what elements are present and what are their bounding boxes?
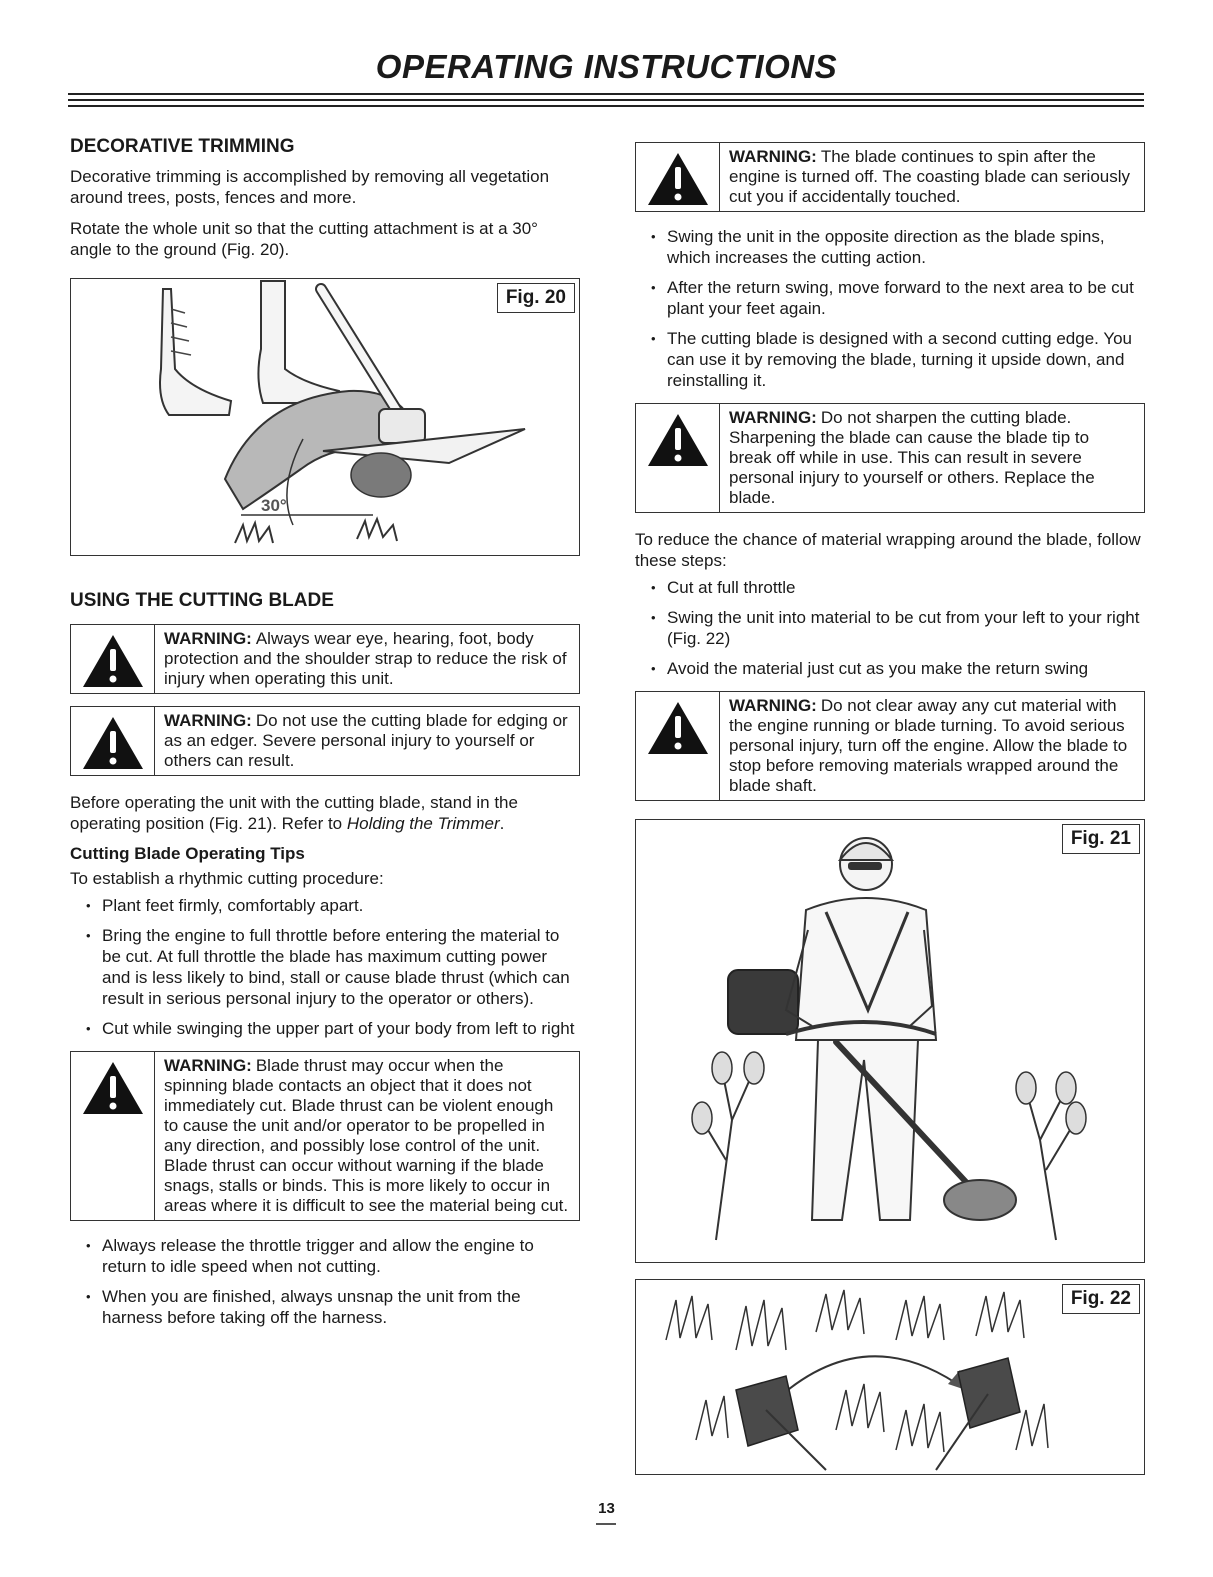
- warning-body: Do not sharpen the cutting blade. Sharpening the blade can cause the blade tip to break off while in use. This can result in severe personal injury to yourself or others. Replace the blade.: [729, 408, 1095, 507]
- fig-20-illustration: [71, 279, 579, 555]
- fig-21-illustration: [636, 820, 1144, 1262]
- tips-list: [86, 895, 580, 1039]
- warning-sharpen: [635, 403, 1145, 513]
- fig-21-label: Fig. 21: [1062, 824, 1140, 854]
- final-list: [86, 1235, 580, 1328]
- swing-list: [651, 226, 1145, 391]
- warning-triangle-icon: [71, 1052, 155, 1220]
- list-item: • Bring the engine to full throttle before entering the material to be cut. At full throttle the blade has maximum cutting power and is less likely to bind, stall or cause blade thrust (which can result in serious personal injury to the operator or others).: [86, 925, 580, 1009]
- warning-body: Blade thrust may occur when the spinning blade contacts an object that it does not immediately cut. Blade thrust can be violent enough to cause the unit and/or operator to be propelled in any direction, and possibly lose control of the unit. Blade thrust can occur without warning if the blade snags, stalls or binds. This is more likely to occur in areas where it is difficult to see the material being cut.: [164, 1056, 569, 1215]
- warning-protection: [70, 624, 580, 694]
- header-rule-2: [68, 99, 1144, 101]
- right-column: [635, 142, 1145, 1475]
- warning-body: Always wear eye, hearing, foot, body protection and the shoulder strap to reduce the risk of injury when operating this unit.: [164, 629, 567, 688]
- left-column: [70, 136, 580, 1340]
- wrap-intro: To reduce the chance of material wrapping around the blade, follow these steps:: [635, 530, 1141, 570]
- warning-body: Do not use the cutting blade for edging or as an edger. Severe personal injury to yourself or others can result.: [164, 711, 568, 770]
- list-item: • Plant feet firmly, comfortably apart.: [86, 895, 580, 916]
- wrap-list: [651, 577, 1145, 679]
- warning-body: The blade continues to spin after the engine is turned off. The coasting blade can seriously cut you if accidentally touched.: [729, 147, 1131, 206]
- warning-label: WARNING:: [164, 1056, 252, 1075]
- page-number: 13: [598, 1500, 615, 1517]
- warning-triangle-icon: [636, 692, 720, 800]
- warning-text: [720, 692, 1144, 800]
- figure-22: [635, 1279, 1145, 1475]
- decorative-paragraph-1: Decorative trimming is accomplished by removing all vegetation around trees, posts, fences and more.: [70, 167, 550, 207]
- warning-text: [155, 707, 579, 775]
- list-item: • Cut at full throttle: [651, 577, 1145, 598]
- warning-text: [720, 143, 1144, 211]
- warning-edging: [70, 706, 580, 776]
- page-title: OPERATING INSTRUCTIONS: [375, 48, 838, 85]
- warning-label: WARNING:: [729, 696, 817, 715]
- fig-20-label: Fig. 20: [497, 283, 575, 313]
- tips-intro: To establish a rhythmic cutting procedure:: [70, 869, 384, 888]
- list-item: • When you are finished, always unsnap the unit from the harness before taking off the harness.: [86, 1286, 580, 1328]
- warning-text: [720, 404, 1144, 512]
- decorative-paragraph-2: Rotate the whole unit so that the cutting attachment is at a 30° angle to the ground (Fig. 20).: [70, 219, 538, 259]
- figure-21: [635, 819, 1145, 1263]
- header-rule-1: [68, 93, 1144, 95]
- warning-triangle-icon: [636, 143, 720, 211]
- warning-label: WARNING:: [164, 629, 252, 648]
- page-number-underline: [596, 1523, 616, 1525]
- warning-coasting-blade: [635, 142, 1145, 212]
- warning-label: WARNING:: [729, 408, 817, 427]
- header-rule-3: [68, 105, 1144, 107]
- list-item: • The cutting blade is designed with a second cutting edge. You can use it by removing the blade, turning it upside down, and reinstalling it.: [651, 328, 1145, 391]
- angle-label: 30°: [261, 496, 287, 515]
- warning-blade-thrust: [70, 1051, 580, 1221]
- warning-triangle-icon: [71, 707, 155, 775]
- decorative-heading: DECORATIVE TRIMMING: [70, 136, 295, 157]
- warning-triangle-icon: [71, 625, 155, 693]
- operating-position-paragraph: Before operating the unit with the cutting blade, stand in the operating position (Fig. 21). Refer to Holding the Trimmer.: [70, 793, 518, 833]
- list-item: • Cut while swinging the upper part of your body from left to right: [86, 1018, 580, 1039]
- figure-20: [70, 278, 580, 556]
- warning-clear-material: [635, 691, 1145, 801]
- warning-triangle-icon: [636, 404, 720, 512]
- warning-label: WARNING:: [729, 147, 817, 166]
- warning-text: [155, 625, 579, 693]
- warning-label: WARNING:: [164, 711, 252, 730]
- cutting-blade-heading: USING THE CUTTING BLADE: [70, 590, 334, 611]
- warning-body: Do not clear away any cut material with the engine running or blade turning. To avoid serious personal injury, turn off the engine. Allow the blade to stop before removing materials wrapped around the blade shaft.: [729, 696, 1128, 795]
- list-item: • Swing the unit in the opposite direction as the blade spins, which increases the cutting action.: [651, 226, 1145, 268]
- tips-heading: Cutting Blade Operating Tips: [70, 844, 305, 863]
- list-item: • Swing the unit into material to be cut from your left to your right (Fig. 22): [651, 607, 1145, 649]
- list-item: • After the return swing, move forward to the next area to be cut plant your feet again.: [651, 277, 1145, 319]
- list-item: • Always release the throttle trigger and allow the engine to return to idle speed when not cutting.: [86, 1235, 580, 1277]
- list-item: • Avoid the material just cut as you make the return swing: [651, 658, 1145, 679]
- holding-trimmer-reference: Holding the Trimmer: [346, 814, 500, 833]
- fig-22-label: Fig. 22: [1062, 1284, 1140, 1314]
- warning-text: [155, 1052, 579, 1220]
